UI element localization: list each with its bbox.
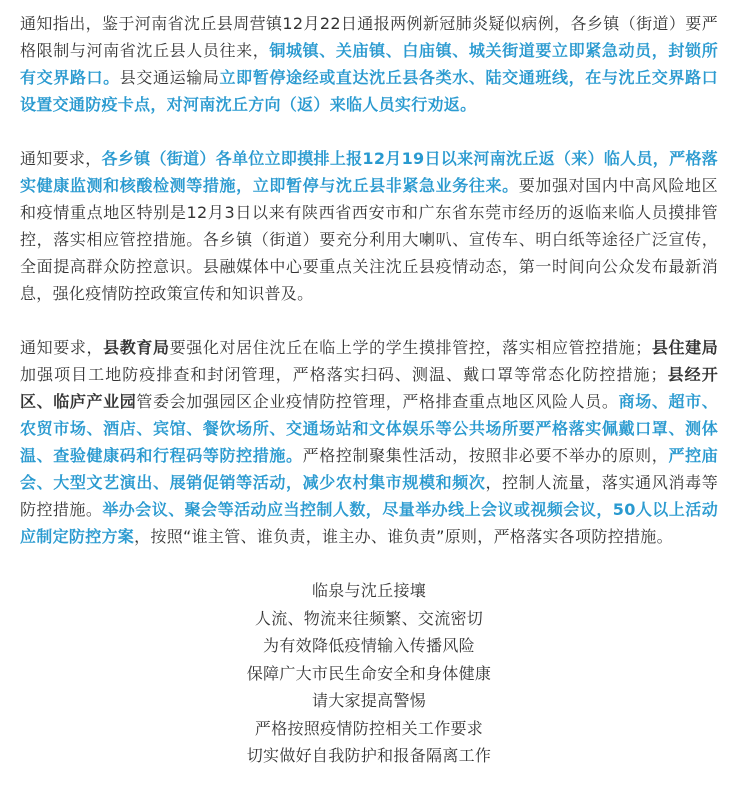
- highlight-segment: 商场、超市、农贸市场、酒店、宾馆、餐饮场所、交通场站和文体娱乐等公共场所要严格落实佩戴口罩、测体温、查验健康码和行程码等防控措施。: [20, 392, 718, 465]
- text-segment: 通知要求，: [20, 149, 102, 168]
- highlight-segment: 严控庙会、大型文艺演出、展销促销等活动，减少农村集市规模和频次: [20, 446, 718, 492]
- bold-segment: 县住建局: [651, 338, 719, 357]
- closing-line: 保障广大市民生命安全和身体健康: [246, 663, 492, 683]
- closing-line: 为有效降低疫情输入传播风险: [263, 636, 475, 655]
- text-segment: 通知要求，: [20, 338, 104, 357]
- text-segment: 要强化对居住沈丘在临上学的学生摸排管控，落实相应管控措施；: [169, 338, 652, 357]
- text-segment: 管委会加强园区企业疫情防控管理，严格排查重点地区风险人员。: [136, 392, 619, 411]
- bold-segment: 县教育局: [103, 338, 170, 357]
- highlight-segment: 举办会议、聚会等活动应当控制人数，尽量举办线上会议或视频会议，50人以上活动应制定防控方案: [20, 500, 718, 546]
- closing-line: 人流、物流来往频繁、交流密切: [254, 608, 484, 628]
- text-segment: 要加强对国内中高风险地区和疫情重点地区特别是12月3日以来有陕西省西安市和广东省东莞市经历的返临来临人员摸排管控，落实相应管控措施。各乡镇（街道）要充分利用大喇叭、宣传车、明白纸等途径广泛宣传，全面提高群众防控意识。县融媒体中心要重点关注沈丘县疫情动态，第一时间向公众发布最新消息，强化疫情防控政策宣传和知识普及。: [20, 176, 718, 303]
- text-segment: 县交通运输局: [119, 68, 220, 87]
- closing-line: 切实做好自我防护和报备隔离工作: [246, 746, 492, 765]
- paragraph-department-requirements: [20, 334, 718, 550]
- closing-line: 请大家提高警惕: [311, 691, 427, 710]
- highlight-segment: 铜城镇、关庙镇、白庙镇、城关街道要立即紧急动员，封锁所有交界路口。: [20, 41, 718, 87]
- closing-line: 临泉与沈丘接壤: [311, 581, 427, 600]
- paragraph-township-requirements: [20, 145, 718, 307]
- paragraph-notice-summary: [20, 10, 718, 118]
- highlight-segment: 各乡镇（街道）各单位立即摸排上报12月19日以来河南沈丘返（来）临人员，严格落实健康监测和核酸检测等措施，立即暂停与沈丘县非紧急业务往来。: [20, 149, 718, 195]
- text-segment: ，按照“谁主管、谁负责，谁主办、谁负责”原则，严格落实各项防控措施。: [134, 527, 673, 546]
- text-segment: 通知指出，鉴于河南省沈丘县周营镇12月22日通报两例新冠肺炎疑似病例，各乡镇（街道）要严格限制与河南省沈丘县人员往来，: [20, 14, 718, 60]
- text-segment: 加强项目工地防疫排查和封闭管理，严格落实扫码、测温、戴口罩等常态化防控措施；: [20, 365, 667, 384]
- highlight-segment: 立即暂停途经或直达沈丘县各类水、陆交通班线，在与沈丘交界路口设置交通防疫卡点，对河南沈丘方向（返）来临人员实行劝返。: [20, 68, 718, 114]
- text-segment: 严格控制聚集性活动，按照非必要不举办的原则，: [302, 446, 669, 465]
- text-segment: ，控制人流量，落实通风消毒等防控措施。: [20, 473, 718, 519]
- closing-line: 严格按照疫情防控相关工作要求: [254, 718, 484, 738]
- bold-segment: 县经开区、临庐产业园: [20, 365, 719, 411]
- closing-appeal: [20, 577, 718, 770]
